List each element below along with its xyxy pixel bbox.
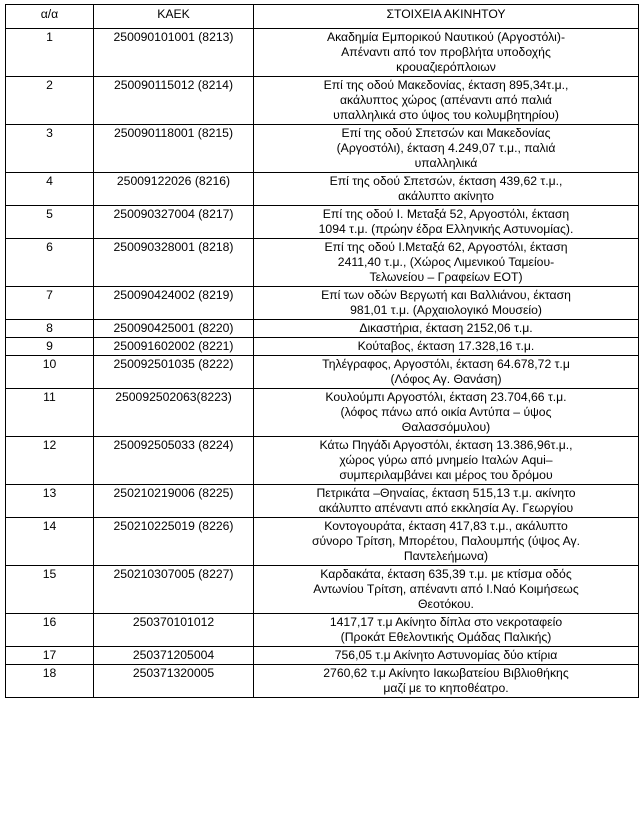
- property-detail-line: 1094 τ.μ. (πρώην έδρα Ελληνικής Αστυνομίας).: [318, 222, 574, 236]
- row-kaek: 25009122026 (8216): [94, 173, 254, 206]
- row-index: 17: [6, 647, 94, 665]
- property-detail-line: Κάτω Πηγάδι Αργοστόλι, έκταση 13.386,96τ.μ.,: [319, 438, 573, 452]
- property-detail-line: μαζί με το κηποθέατρο.: [383, 681, 509, 695]
- property-detail-line: Επί των οδών Βεργωτή και Βαλλιάνου, έκταση: [321, 288, 571, 302]
- row-index: 15: [6, 566, 94, 614]
- property-detail-line: Θαλασσόμυλου): [401, 420, 491, 434]
- property-detail-line: Θεοτόκου.: [418, 597, 474, 611]
- property-detail-line: ακάλυπτο ακίνητο: [398, 189, 494, 203]
- property-detail-line: (λόφος πάνω από οικία Αντύπα – ύψος: [340, 405, 552, 419]
- property-detail-line: σύνορο Τρίτση, Μπορέτου, Παλουμπής (ύψος Αγ.: [312, 534, 580, 548]
- property-table: [5, 4, 639, 698]
- property-detail-line: Επί της οδού Σπετσών και Μακεδονίας: [341, 126, 551, 140]
- row-index: 11: [6, 389, 94, 437]
- property-detail-line: ακάλυπτο απέναντι από εκκλησία Αγ. Γεωργίου: [318, 501, 574, 515]
- property-detail-line: 2411,40 τ.μ., (Χώρος Λιμενικού Ταμείου-: [337, 255, 555, 269]
- row-property-details: [254, 485, 639, 518]
- row-kaek: 250090327004 (8217): [94, 206, 254, 239]
- row-property-details: [254, 614, 639, 647]
- property-detail-line: υπαλληλικά: [414, 156, 478, 170]
- row-kaek: 250370101012: [94, 614, 254, 647]
- table-row: [6, 518, 639, 566]
- property-detail-line: (Λόφος Αγ. Θανάση): [390, 372, 502, 386]
- row-kaek: 250090328001 (8218): [94, 239, 254, 287]
- table-row: [6, 647, 639, 665]
- row-property-details: [254, 320, 639, 338]
- row-index: 2: [6, 77, 94, 125]
- property-detail-line: Ακαδημία Εμπορικού Ναυτικού (Αργοστόλι)-: [326, 30, 566, 44]
- row-property-details: [254, 239, 639, 287]
- table-row: [6, 566, 639, 614]
- row-property-details: [254, 647, 639, 665]
- property-detail-line: 2760,62 τ.μ Ακίνητο Ιακωβατείου Βιβλιοθήκης: [323, 666, 569, 680]
- row-property-details: [254, 173, 639, 206]
- table-row: [6, 125, 639, 173]
- property-detail-line: Καρδακάτα, έκταση 635,39 τ.μ. με κτίσμα οδός: [320, 567, 572, 581]
- property-detail-line: ακάλυπτος χώρος (απέναντι από παλιά: [340, 93, 552, 107]
- row-kaek: 250210225019 (8226): [94, 518, 254, 566]
- row-property-details: [254, 389, 639, 437]
- row-kaek: 250210219006 (8225): [94, 485, 254, 518]
- table-row: [6, 665, 639, 698]
- row-property-details: [254, 356, 639, 389]
- row-property-details: [254, 29, 639, 77]
- row-kaek: 250371205004: [94, 647, 254, 665]
- property-detail-line: Παντελεήμωνα): [403, 549, 489, 563]
- row-index: 14: [6, 518, 94, 566]
- property-detail-line: Τηλέγραφος, Αργοστόλι, έκταση 64.678,72 τ.μ: [322, 357, 570, 371]
- property-detail-line: Επί της οδού Ι. Μεταξά 52, Αργοστόλι, έκταση: [322, 207, 570, 221]
- row-property-details: [254, 437, 639, 485]
- property-detail-line: Κοντογουράτα, έκταση 417,83 τ.μ., ακάλυπτο: [324, 519, 568, 533]
- property-detail-line: (Αργοστόλι), έκταση 4.249,07 τ.μ., παλιά: [336, 141, 556, 155]
- row-property-details: [254, 566, 639, 614]
- row-index: 16: [6, 614, 94, 647]
- table-row: [6, 173, 639, 206]
- property-detail-line: συμπεριλαμβάνει και μέρος του δρόμου: [339, 468, 553, 482]
- table-row: [6, 485, 639, 518]
- row-property-details: [254, 287, 639, 320]
- property-detail-line: Κουλούμπι Αργοστόλι, έκταση 23.704,66 τ.μ.: [325, 390, 567, 404]
- row-index: 1: [6, 29, 94, 77]
- property-detail-line: χώρος γύρω από μνημείο Ιταλών Aqui–: [339, 453, 553, 467]
- table-header-row: [6, 5, 639, 29]
- row-property-details: [254, 518, 639, 566]
- property-detail-line: κρουαζιερόπλοιων: [396, 60, 496, 74]
- table-row: [6, 287, 639, 320]
- table-row: [6, 338, 639, 356]
- property-detail-line: Αντωνίου Τρίτση, απέναντι από Ι.Ναό Κοιμήσεως: [313, 582, 579, 596]
- row-kaek: 250092505033 (8224): [94, 437, 254, 485]
- property-detail-line: Επί της οδού Ι.Μεταξά 62, Αργοστόλι, έκταση: [324, 240, 568, 254]
- row-kaek: 250090115012 (8214): [94, 77, 254, 125]
- table-row: [6, 77, 639, 125]
- row-kaek: 250090118001 (8215): [94, 125, 254, 173]
- property-detail-line: Κούταβος, έκταση 17.328,16 τ.μ.: [357, 339, 535, 353]
- row-index: 18: [6, 665, 94, 698]
- property-detail-line: (Προκάτ Εθελοντικής Ομάδας Παλικής): [340, 630, 552, 644]
- row-kaek: 250090101001 (8213): [94, 29, 254, 77]
- table-row: [6, 320, 639, 338]
- property-detail-line: 756,05 τ.μ Ακίνητο Αστυνομίας δύο κτίρια: [334, 648, 558, 662]
- row-index: 5: [6, 206, 94, 239]
- row-kaek: 250092501035 (8222): [94, 356, 254, 389]
- header-index: α/α: [6, 5, 94, 29]
- property-detail-line: υπαλληλικά στο ύψος του κολυμβητηρίου): [333, 108, 559, 122]
- row-property-details: [254, 125, 639, 173]
- row-property-details: [254, 206, 639, 239]
- header-kaek: ΚΑΕΚ: [94, 5, 254, 29]
- row-kaek: 250090425001 (8220): [94, 320, 254, 338]
- table-row: [6, 206, 639, 239]
- row-property-details: [254, 665, 639, 698]
- header-property-details: ΣΤΟΙΧΕΙΑ ΑΚΙΝΗΤΟΥ: [254, 5, 639, 29]
- row-index: 12: [6, 437, 94, 485]
- row-index: 9: [6, 338, 94, 356]
- row-kaek: 250092502063(8223): [94, 389, 254, 437]
- row-index: 10: [6, 356, 94, 389]
- row-kaek: 250091602002 (8221): [94, 338, 254, 356]
- table-row: [6, 239, 639, 287]
- table-row: [6, 614, 639, 647]
- table-body: [6, 29, 639, 698]
- property-detail-line: Επί της οδού Σπετσών, έκταση 439,62 τ.μ.,: [329, 174, 563, 188]
- property-detail-line: 981,01 τ.μ. (Αρχαιολογικό Μουσείο): [350, 303, 542, 317]
- row-kaek: 250090424002 (8219): [94, 287, 254, 320]
- table-row: [6, 29, 639, 77]
- row-index: 4: [6, 173, 94, 206]
- table-row: [6, 437, 639, 485]
- property-detail-line: Επί της οδού Μακεδονίας, έκταση 895,34τ.μ.,: [323, 78, 569, 92]
- row-index: 6: [6, 239, 94, 287]
- property-detail-line: Τελωνείου – Γραφείων ΕΟΤ): [369, 270, 523, 284]
- row-index: 8: [6, 320, 94, 338]
- table-row: [6, 389, 639, 437]
- table-row: [6, 356, 639, 389]
- row-index: 3: [6, 125, 94, 173]
- row-index: 7: [6, 287, 94, 320]
- property-detail-line: 1417,17 τ.μ Ακίνητο δίπλα στο νεκροταφείο: [329, 615, 563, 629]
- property-detail-line: Δικαστήρια, έκταση 2152,06 τ.μ.: [359, 321, 533, 335]
- property-detail-line: Απέναντι από τον προβλήτα υποδοχής: [341, 45, 551, 59]
- row-index: 13: [6, 485, 94, 518]
- property-detail-line: Πετρικάτα –Θηναίας, έκταση 515,13 τ.μ. ακίνητο: [316, 486, 576, 500]
- row-property-details: [254, 77, 639, 125]
- row-property-details: [254, 338, 639, 356]
- row-kaek: 250210307005 (8227): [94, 566, 254, 614]
- row-kaek: 250371320005: [94, 665, 254, 698]
